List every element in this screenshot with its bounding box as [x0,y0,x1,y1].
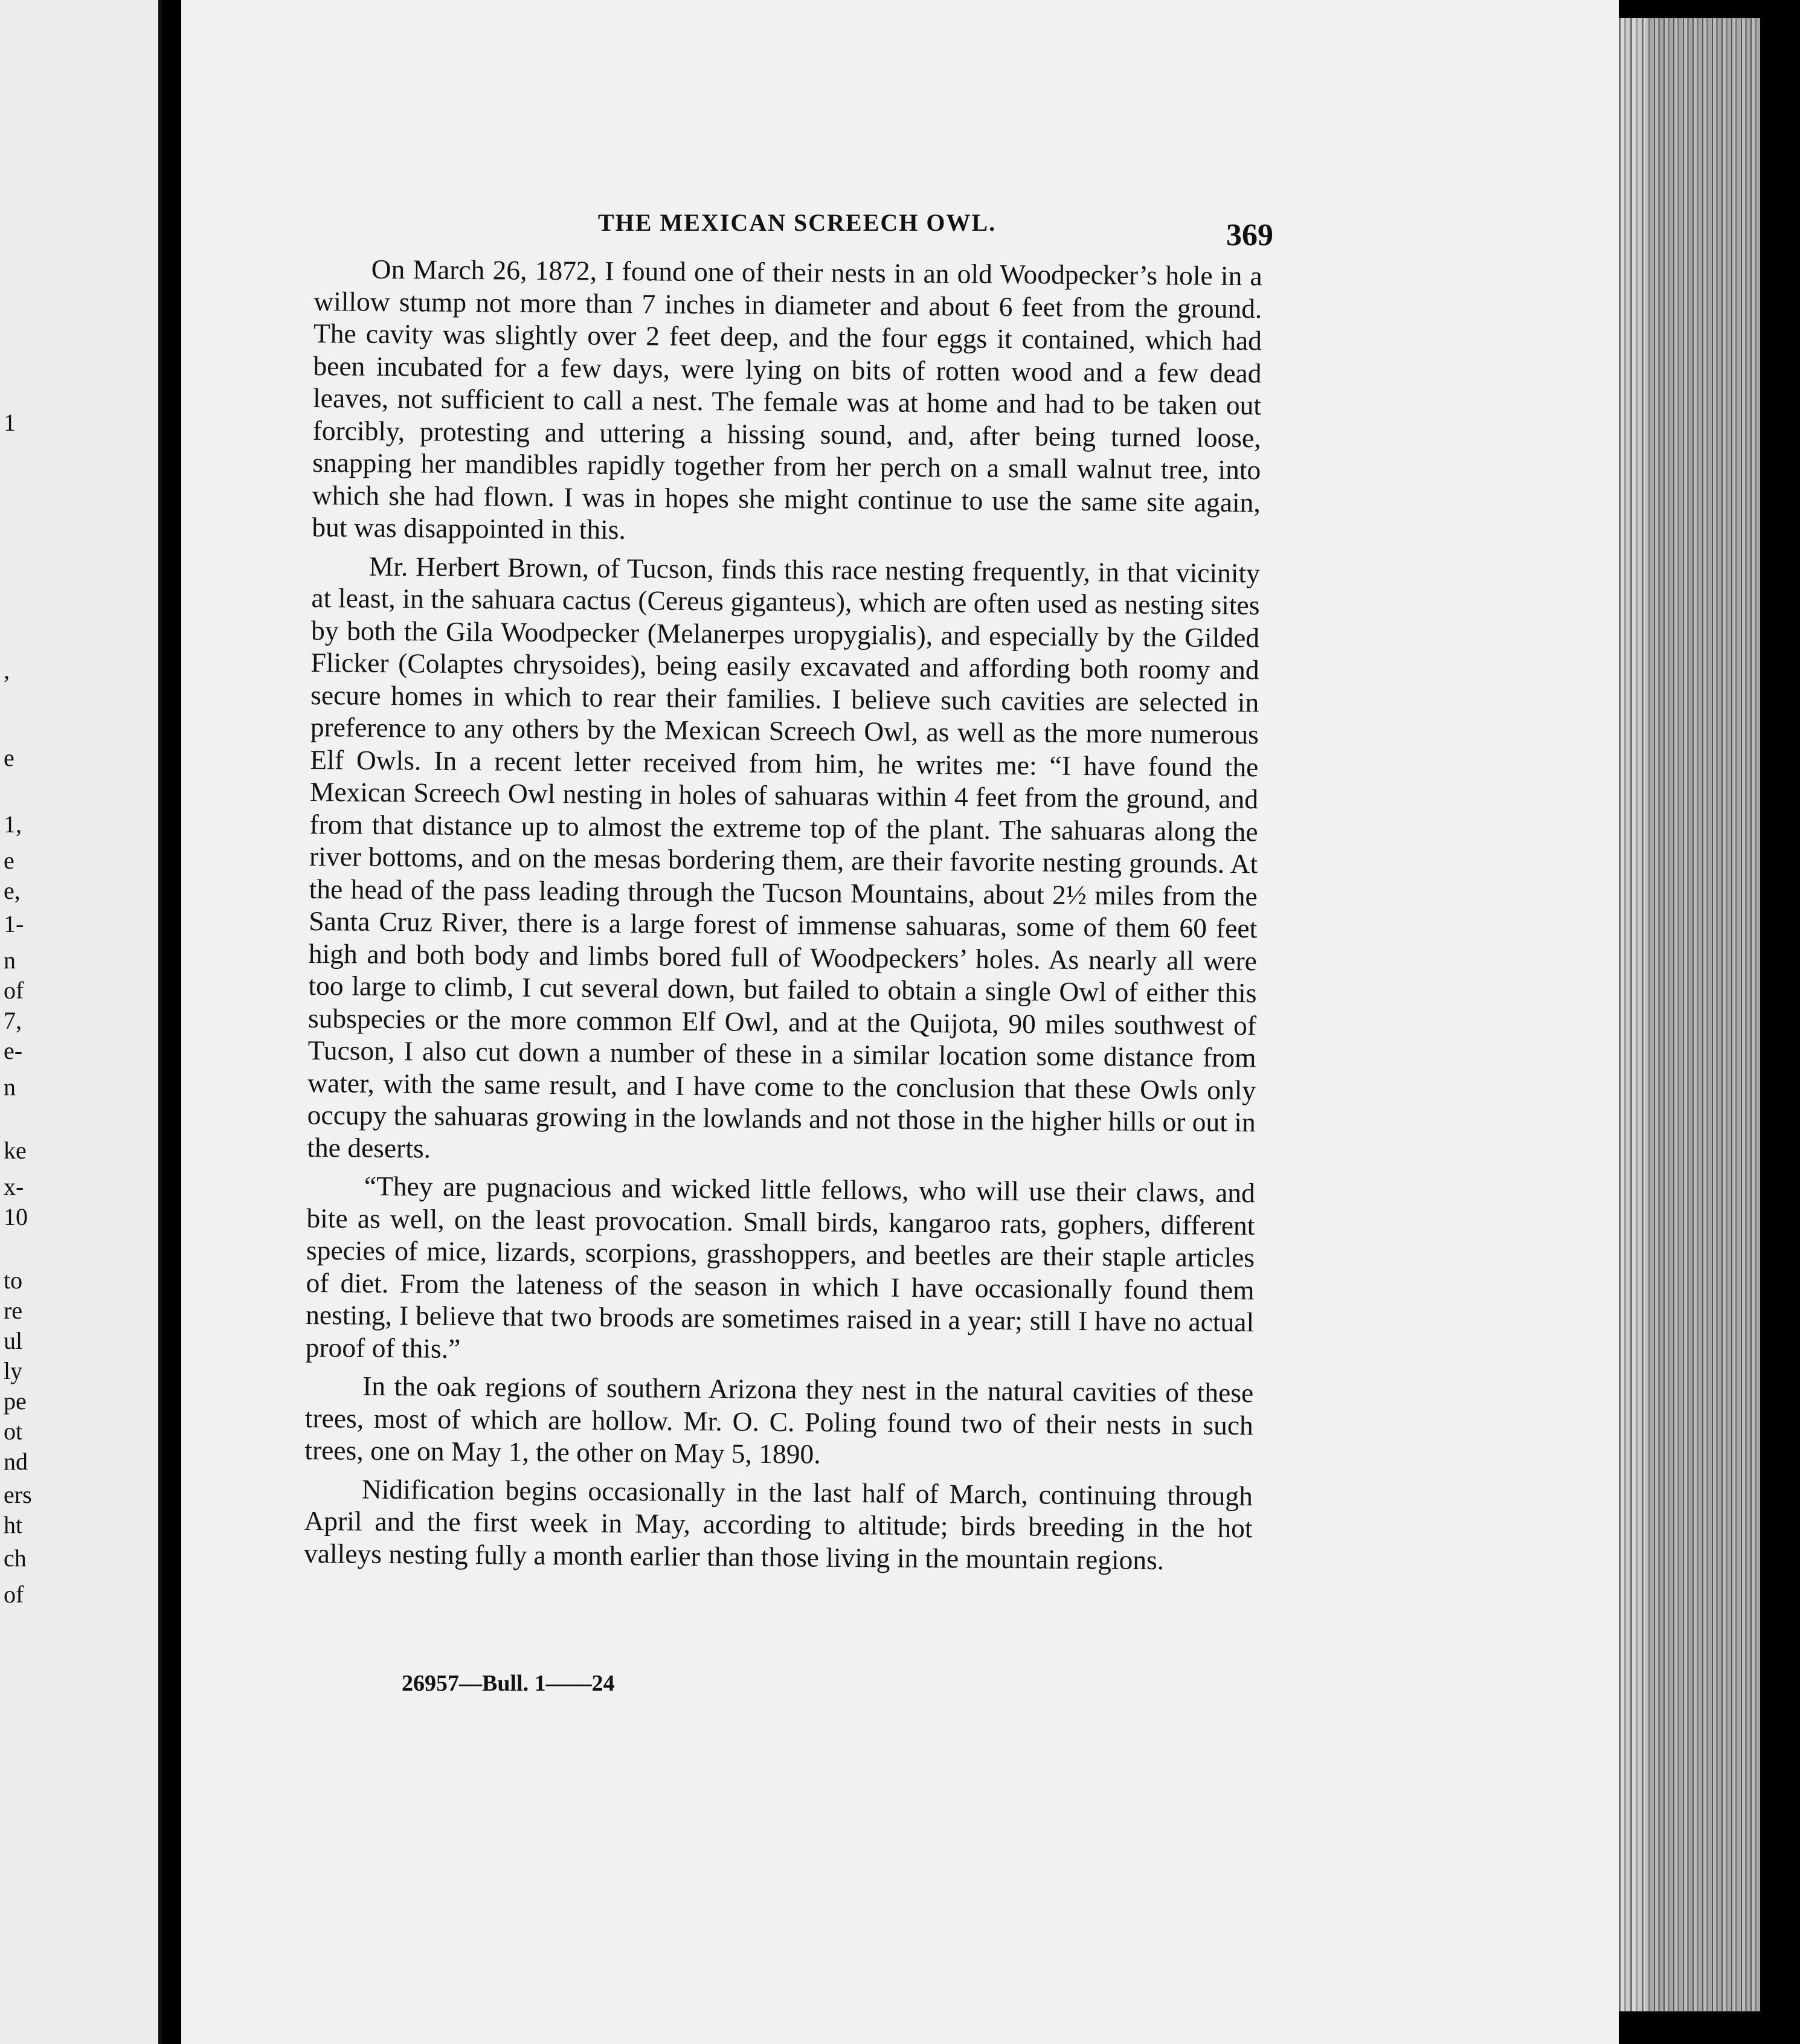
margin-fragment: ers [4,1481,32,1508]
margin-fragment: pe [4,1387,27,1415]
margin-fragment: ul [4,1327,23,1354]
margin-fragment: x- [4,1173,24,1200]
margin-fragment: e [4,744,14,771]
signature-mark: 26957—Bull. 1——24 [402,1671,615,1696]
margin-fragment: 1, [4,811,22,838]
margin-fragment: 1- [4,910,24,937]
margin-fragment: ch [4,1544,27,1572]
paragraph: In the oak regions of southern Arizona they nest in the natural cavities of these trees, most of which are hollow. Mr. O. C. Poling found two of their nests in such trees, one on May 1, the other on May 5, 1890. [304,1370,1254,1470]
margin-fragment: nd [4,1448,28,1475]
margin-fragment: ot [4,1418,23,1445]
page-number: 369 [1226,218,1273,252]
margin-fragment: of [4,977,24,1004]
margin-fragment: ke [4,1137,27,1164]
margin-fragment: re [4,1297,23,1324]
margin-fragment: ht [4,1511,23,1538]
paragraph: Nidification begins occasionally in the last half of March, continuing through April and the first week in May, according to altitude; birds breeding in the hot valleys nesting fully a month earlier than those living in the mountain regions. [303,1473,1253,1575]
margin-fragment: to [4,1267,23,1294]
margin-fragment: n [4,1073,16,1101]
paragraph: On March 26, 1872, I found one of their nests in an old Woodpecker’s hole in a willow stump not more than 7 inches in diameter and about 6 feet from the ground. The cavity was slightly over 2 feet deep, and the four eggs it contained, which had been incubated for a few days, were lying on bits of rotten wood and a few dead leaves, not sufficient to call a nest. The female was at home and had to be taken out forcibly, protesting and uttering a hissing sound, and, after being turned loose, snapping her mandibles rapidly together from her perch on a small walnut tree, into which she had flown. I was in hopes she might continue to use the same site again, but was disappointed in this. [312,253,1262,545]
body-text [304,252,1262,1583]
running-head: THE MEXICAN SCREECH OWL. [598,209,997,236]
margin-fragment: e- [4,1037,23,1064]
book-page-edges-inner [1645,18,1760,2011]
margin-fragment: , [4,657,10,684]
facing-page-margin-fragments [0,0,48,2044]
book-page-edges [1607,18,1760,2011]
margin-fragment: 10 [4,1203,28,1230]
margin-fragment: ly [4,1357,23,1384]
margin-fragment: e [4,847,14,874]
margin-fragment: 7, [4,1007,22,1034]
margin-fragment: 1 [4,409,16,436]
facing-page-left [0,0,162,2044]
margin-fragment: n [4,946,16,974]
margin-fragment: of [4,1581,24,1608]
paragraph: “They are pugnacious and wicked little fellows, who will use their claws, and bite as well, on the least provocation. Small birds, kangaroo rats, gophers, different species of mice, lizards, scorpions, grasshoppers, and beetles are their staple articles of diet. From the lateness of the season in which I have occasionally found them nesting, I believe that two broods are sometimes raised in a year; still I have no actual proof of this.” [305,1170,1256,1364]
margin-fragment: e, [4,877,21,904]
paragraph: Mr. Herbert Brown, of Tucson, finds this race nesting frequently, in that vicinity at least, in the sahuara cactus (Cereus giganteus), which are often used as nesting sites by both the Gila Woodpecker (Melanerpes uropygialis), and especially by the Gilded Flicker (Colaptes chrysoides), being easily excavated and affording both roomy and secure homes in which to rear their families. I believe such cavities are selected in preference to any others by the Mexican Screech Owl, as well as the more numerous Elf Owls. In a recent letter received from him, he writes me: “I have found the Mexican Screech Owl nesting in holes of sahuaras within 4 feet from the ground, and from that distance up to almost the extreme top of the plant. The sahuaras along the river bottoms, and on the mesas bordering them, are their favorite nesting grounds. At the head of the pass leading through the Tucson Mountains, about 2½ miles from the Santa Cruz River, there is a large forest of immense sahuaras, some of them 60 feet high and both body and limbs bored full of Woodpeckers’ holes. As nearly all were too large to climb, I cut several down, but failed to obtain a single Owl of either this subspecies or the more common Elf Owl, and at the Quijota, 90 miles southwest of Tucson, I also cut down a number of these in a similar location some distance from water, with the same result, and I have come to the conclusion that these Owls only occupy the sahuaras growing in the lowlands and not those in the higher hills or out in the deserts. [307,550,1261,1164]
